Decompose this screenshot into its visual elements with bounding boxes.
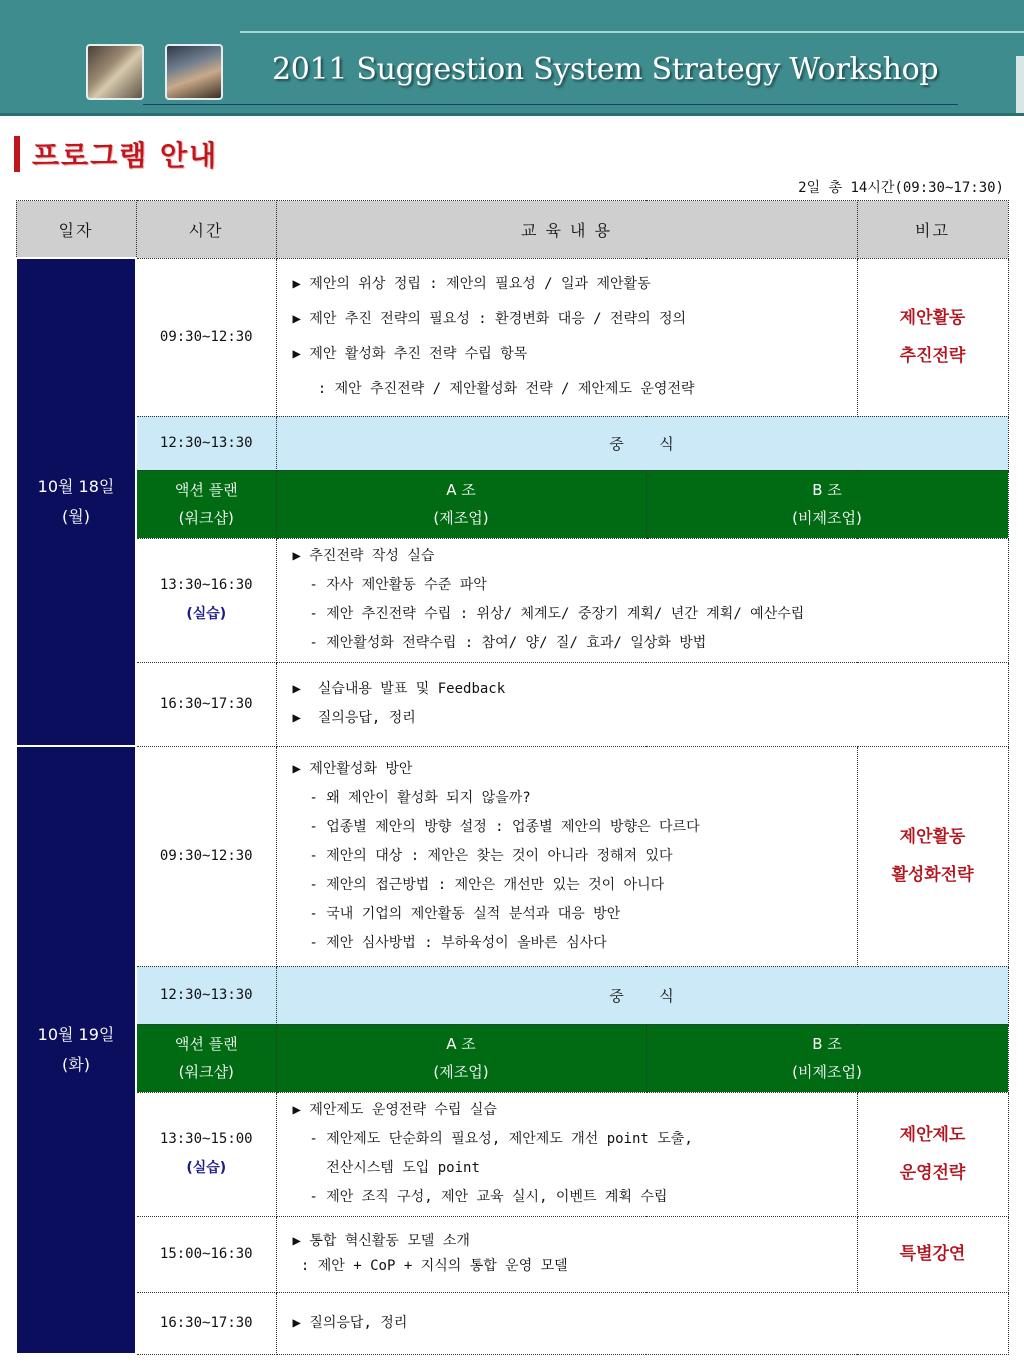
table-row [16,1292,1008,1354]
header-top-line [240,31,1024,33]
content-line: ▶ 실습내용 발표 및 Feedback [292,681,506,697]
content-line: ▶ 제안 활성화 추진 전략 수립 항목 [292,346,528,362]
day2-s3-note: 특별강연 [857,1216,1008,1292]
content-line: : 제안 + CoP + 지식의 통합 운영 모델 [292,1258,568,1274]
day2-s2-content [276,1092,857,1216]
header-side-strip [1016,56,1024,113]
content-line: - 왜 제안이 활성화 되지 않을까? [292,789,531,806]
table-header-row [16,201,1008,259]
content-line: - 제안제도 단순화의 필요성, 제안제도 개선 point 도출, [292,1131,693,1147]
content-line: - 업종별 제안의 방향 설정 : 업종별 제안의 방향은 다르다 [292,818,700,835]
content-line: ▶ 제안활성화 방안 [292,760,413,777]
day1-date: 10월 18일 [37,477,115,496]
day2-lunch-time: 12:30~13:30 [136,966,276,1024]
day1-s3-content [276,662,1008,746]
day1-s3-time: 16:30~17:30 [136,662,276,746]
day1-s2-time: 13:30~16:30 [159,577,253,593]
day1-lunch-row [16,416,1008,470]
content-line: - 제안 조직 구성, 제안 교육 실시, 이벤트 계획 수립 [292,1189,668,1205]
day2-weekday: (화) [62,1055,90,1074]
content-line: ▶ 통합 혁신활동 모델 소개 [292,1233,470,1249]
content-line: - 자사 제안활동 수준 파악 [292,577,487,593]
note-line: 제안제도 [899,1125,966,1145]
header-date: 일자 [16,201,136,259]
typing-keyboard-photo [165,44,223,100]
content-line: - 제안의 대상 : 제안은 찾는 것이 아니라 정해져 있다 [292,847,673,864]
day2-s1-time: 09:30~12:30 [136,746,276,966]
day1-s1-note [857,258,1008,416]
header-time: 시간 [136,201,276,259]
content-line: 전산시스템 도입 point [292,1160,480,1176]
section-title: 프로그램 안내 [32,139,219,172]
section-marker [14,136,20,172]
content-line: - 제안활성화 전략수립 : 참여/ 양/ 질/ 효과/ 일상화 방법 [292,635,707,651]
day2-s2-note [857,1092,1008,1216]
content-line: ▶ 질의응답, 정리 [292,1314,408,1331]
content-line: - 제안의 접근방법 : 제안은 개선만 있는 것이 아니다 [292,876,665,893]
duration-info: 2일 총 14시간(09:30~17:30) [798,180,1004,196]
day1-date-cell [16,258,136,746]
action-sublabel: (워크샵) [178,509,234,527]
day1-lunch-label: 중 식 [276,416,1008,470]
header-banner [0,0,1024,116]
content-line: - 제안 심사방법 : 부하육성이 올바른 심사다 [292,934,607,951]
group-sublabel: (비제조업) [792,509,862,527]
day2-s3-time: 15:00~16:30 [136,1216,276,1292]
note-line: 운영전략 [899,1163,966,1183]
header-underline [143,104,958,105]
day2-date: 10월 19일 [37,1025,115,1044]
day2-action-row [16,1024,1008,1092]
day2-group-a [276,1024,646,1092]
content-line: - 국내 기업의 제안활동 실적 분석과 대응 방안 [292,905,621,922]
action-label: 액션 플랜 [174,481,238,499]
table-row [16,538,1008,662]
header-content: 교 육 내 용 [276,201,857,259]
content-line: ▶ 제안의 위상 정립 : 제안의 필요성 / 일과 제안활동 [292,276,651,292]
day1-s1-time: 09:30~12:30 [136,258,276,416]
day2-s1-note [857,746,1008,966]
day2-s2-time: 13:30~15:00 [159,1131,253,1147]
table-row [16,662,1008,746]
content-line: ▶ 추진전략 작성 실습 [292,548,435,564]
content-line: : 제안 추진전략 / 제안활성화 전략 / 제안제도 운영전략 [292,381,695,397]
day1-s1-content [276,258,857,416]
day1-action-title [136,470,276,538]
table-row [16,1092,1008,1216]
group-sublabel: (비제조업) [792,1063,862,1081]
group-sublabel: (제조업) [433,1063,489,1081]
day1-s2-content [276,538,1008,662]
day2-s4-time: 16:30~17:30 [136,1292,276,1354]
content-line: ▶ 제안 추진 전략의 필요성 : 환경변화 대응 / 전략의 정의 [292,311,687,327]
note-line: 제안활동 [899,827,966,847]
day2-s1-content [276,746,857,966]
note-line: 제안활동 [899,308,966,328]
day1-lunch-time: 12:30~13:30 [136,416,276,470]
day1-group-a [276,470,646,538]
practice-label: (실습) [186,606,227,622]
group-label: B 조 [812,1035,842,1053]
header-note: 비고 [857,201,1008,259]
day2-action-title [136,1024,276,1092]
day2-lunch-row [16,966,1008,1024]
day2-s4-content [276,1292,1008,1354]
day1-group-b [646,470,1008,538]
day1-weekday: (월) [62,507,90,526]
day2-s2-time-cell [136,1092,276,1216]
table-row [16,258,1008,416]
day2-date-cell [16,746,136,1354]
group-sublabel: (제조업) [433,509,489,527]
group-label: B 조 [812,481,842,499]
program-table [15,200,1009,1355]
day2-group-b [646,1024,1008,1092]
content-line: ▶ 질의응답, 정리 [292,710,416,726]
practice-label: (실습) [186,1160,227,1176]
group-label: A 조 [446,1035,476,1053]
action-label: 액션 플랜 [174,1035,238,1053]
table-row [16,746,1008,966]
content-line: - 제안 추진전략 수립 : 위상/ 체계도/ 중장기 계획/ 년간 계획/ 예산수립 [292,606,805,622]
note-line: 활성화전략 [891,865,974,885]
day2-s3-content [276,1216,857,1292]
person-on-phone-photo [86,44,144,100]
workshop-title: 2011 Suggestion System Strategy Workshop [272,52,939,87]
action-sublabel: (워크샵) [178,1063,234,1081]
content-line: ▶ 제안제도 운영전략 수립 실습 [292,1102,497,1118]
table-row [16,1216,1008,1292]
day1-s2-time-cell [136,538,276,662]
day2-lunch-label: 중 식 [276,966,1008,1024]
group-label: A 조 [446,481,476,499]
day1-action-row [16,470,1008,538]
note-line: 추진전략 [899,346,966,366]
